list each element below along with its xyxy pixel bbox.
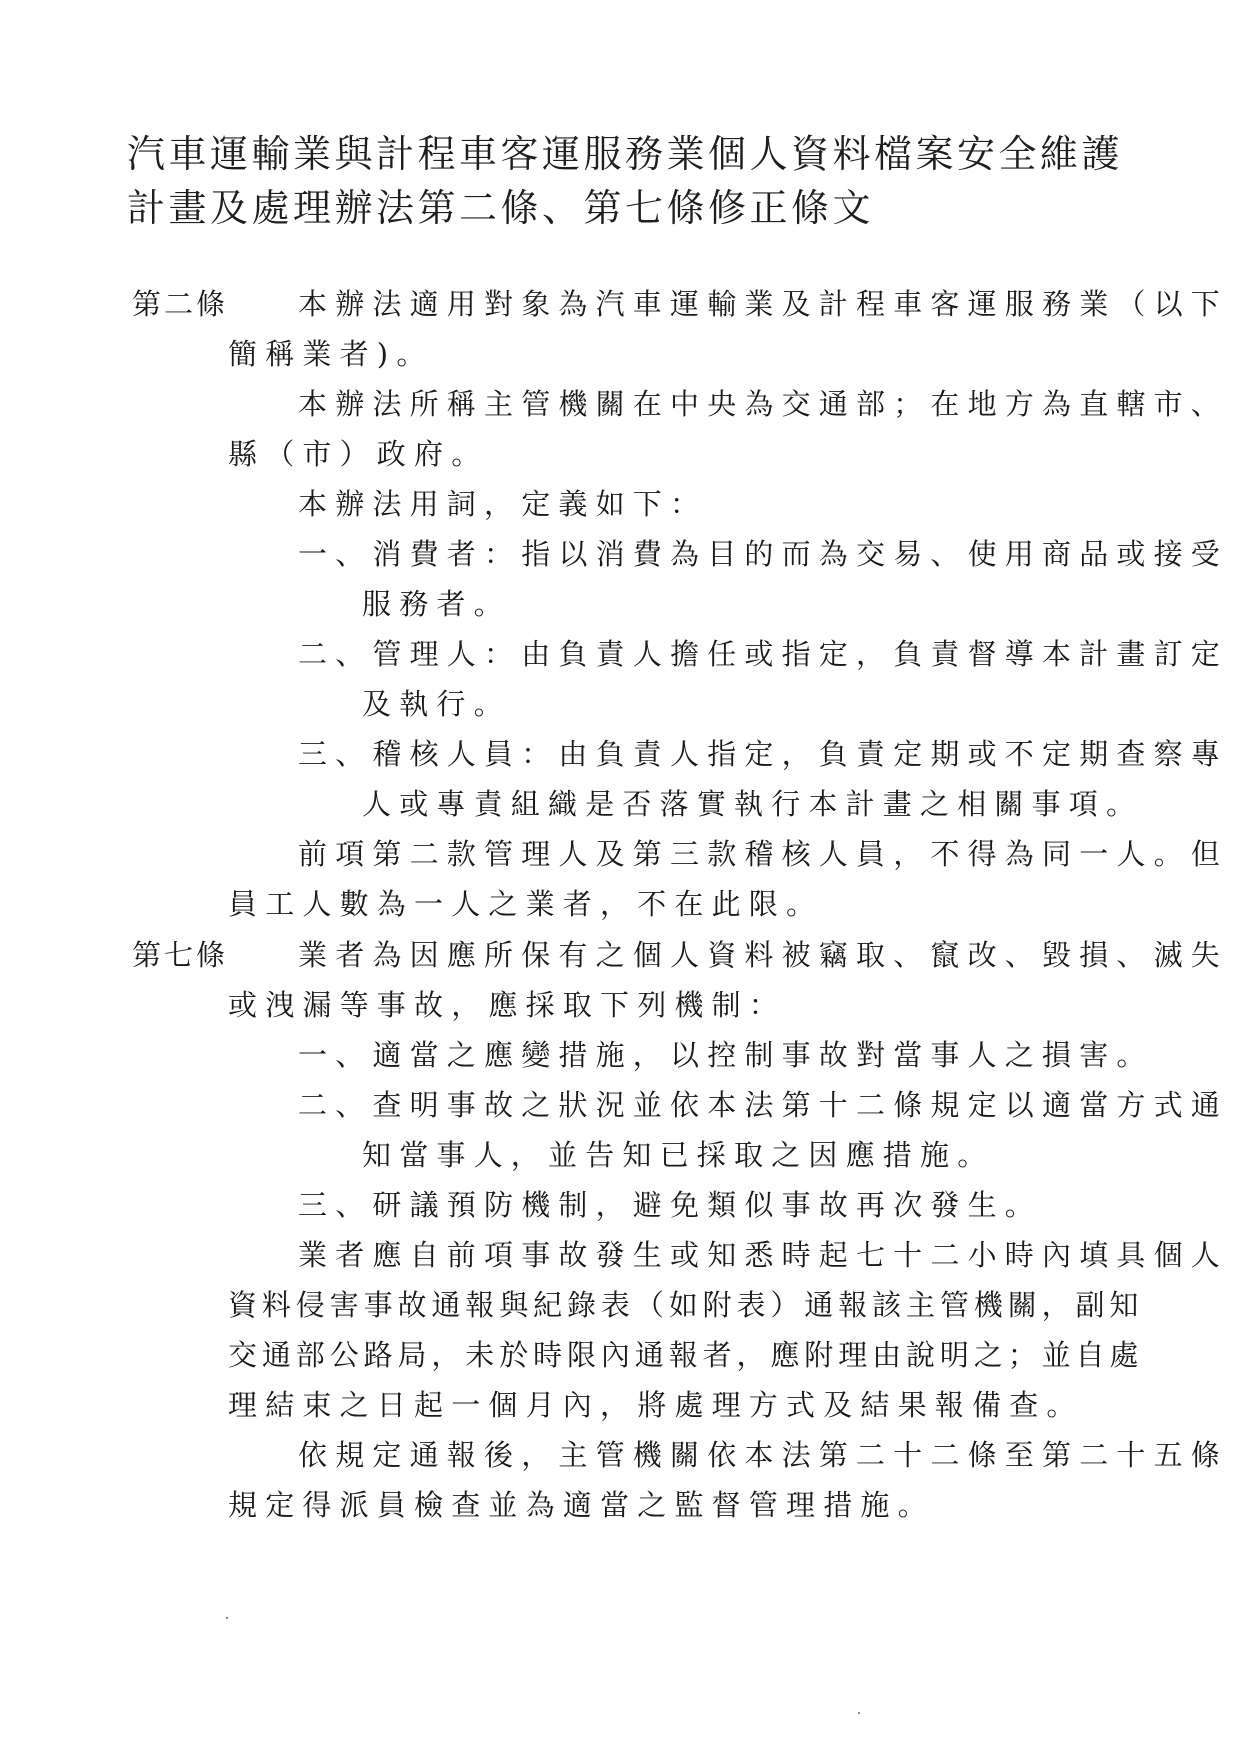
article-2-line: 本辦法適用對象為汽車運輸業及計程車客運服務業（以下	[298, 287, 1229, 321]
article-2-item-2-cont: 及執行。	[362, 687, 511, 721]
document-title-line-1: 汽車運輸業與計程車客運服務業個人資料檔案安全維護	[127, 132, 1124, 176]
article-7-item-2: 二、查明事故之狀況並依本法第十二條規定以適當方式通	[298, 1088, 1229, 1122]
document-title-line-2: 計畫及處理辦法第二條、第七條修正條文	[127, 186, 875, 230]
article-7-line: 資料侵害事故通報與紀錄表（如附表）通報該主管機關，副知	[228, 1288, 1144, 1322]
article-2-item-1: 一、消費者：指以消費為目的而為交易、使用商品或接受	[298, 537, 1229, 571]
scan-speck	[226, 1617, 228, 1619]
scan-speck	[858, 1712, 860, 1714]
article-7-line: 規定得派員檢查並為適當之監督管理措施。	[228, 1488, 935, 1522]
article-2-label: 第二條	[132, 287, 229, 321]
article-7-item-1: 一、適當之應變措施，以控制事故對當事人之損害。	[298, 1038, 1154, 1072]
article-2-line: 本辦法用詞，定義如下：	[298, 487, 708, 521]
article-7-line: 業者為因應所保有之個人資料被竊取、竄改、毀損、滅失	[298, 938, 1229, 972]
article-7-line: 交通部公路局，未於時限內通報者，應附理由說明之；並自處	[228, 1338, 1144, 1372]
article-2-item-3-cont: 人或專責組織是否落實執行本計畫之相關事項。	[362, 787, 1144, 821]
article-7-item-3: 三、研議預防機制，避免類似事故再次發生。	[298, 1188, 1043, 1222]
article-2-line: 簡稱業者)。	[228, 337, 434, 371]
article-2-line: 本辦法所稱主管機關在中央為交通部；在地方為直轄市、	[298, 387, 1229, 421]
article-7-line: 依規定通報後，主管機關依本法第二十二條至第二十五條	[298, 1438, 1229, 1472]
article-7-line: 或洩漏等事故，應採取下列機制：	[228, 988, 787, 1022]
article-2-item-3: 三、稽核人員：由負責人指定，負責定期或不定期查察專	[298, 737, 1229, 771]
article-2-line: 前項第二款管理人及第三款稽核人員，不得為同一人。但	[298, 837, 1229, 871]
article-2-item-2: 二、管理人：由負責人擔任或指定，負責督導本計畫訂定	[298, 637, 1229, 671]
article-7-line: 業者應自前項事故發生或知悉時起七十二小時內填具個人	[298, 1238, 1229, 1272]
article-2-line: 員工人數為一人之業者，不在此限。	[228, 887, 824, 921]
article-7-item-2-cont: 知當事人，並告知已採取之因應措施。	[362, 1138, 995, 1172]
article-7-label: 第七條	[132, 938, 229, 972]
article-2-line: 縣（市）政府。	[228, 437, 489, 471]
article-2-item-1-cont: 服務者。	[362, 587, 511, 621]
article-7-line: 理結束之日起一個月內，將處理方式及結果報備查。	[228, 1388, 1084, 1422]
